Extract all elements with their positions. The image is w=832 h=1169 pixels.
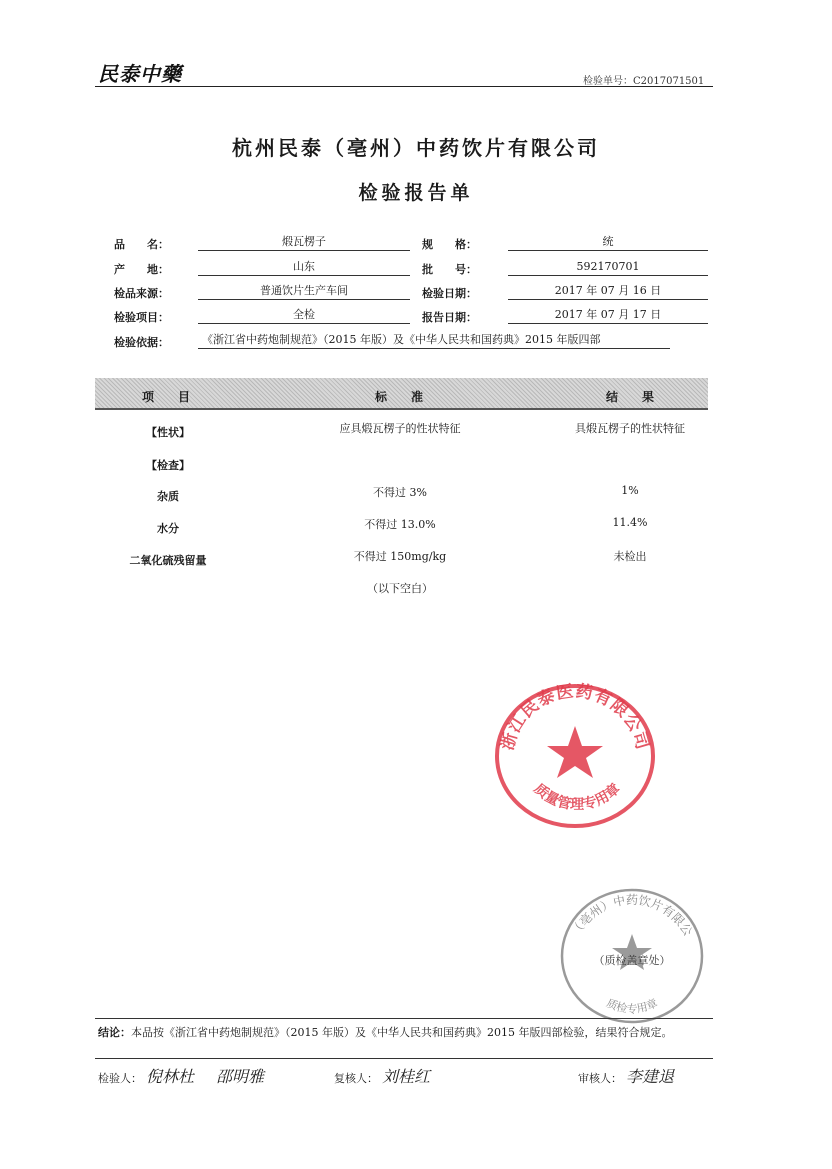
table-row-item: 【性状】 [146, 426, 190, 439]
svg-text:（亳州）中药饮片有限公 [569, 892, 695, 938]
company-logo: 民泰中藥 [98, 62, 182, 86]
qc-seal-top-text: （亳州）中药饮片有限公 [568, 893, 696, 939]
reviewer-label: 复核人： [334, 1072, 378, 1085]
table-row-standard: 应具煅瓦楞子的性状特征 [339, 422, 461, 435]
signature-divider [95, 1058, 713, 1059]
quality-seal [490, 678, 660, 828]
report-date-label: 报告日期： [422, 311, 477, 324]
basis-value: 《浙江省中药炮制规范》（2015 年版）及《中华人民共和国药典》2015 年版四部 [198, 332, 670, 349]
conclusion-label: 结论： [98, 1026, 131, 1039]
table-row-item: 【检查】 [146, 459, 190, 472]
inspector-label: 检验人： [98, 1072, 142, 1085]
company-name: 杭州民泰（亳州）中药饮片有限公司 [232, 136, 600, 160]
test-date-value: 2017 年 07 月 16 日 [508, 283, 708, 300]
table-row-result: 具煅瓦楞子的性状特征 [575, 422, 685, 435]
batch-value: 592170701 [508, 259, 708, 276]
source-value: 普通饮片生产车间 [198, 283, 410, 300]
svg-text:质量管理专用章 [531, 780, 624, 813]
spec-label: 规 格： [422, 238, 477, 251]
project-value: 全检 [198, 307, 410, 324]
spec-value: 统 [508, 234, 708, 251]
report-date-value: 2017 年 07 月 17 日 [508, 307, 708, 324]
report-number: 检验单号：C2017071501 [583, 76, 705, 87]
approver-signature: 李建退 [626, 1067, 675, 1086]
conclusion-divider [95, 1018, 713, 1019]
test-date-label: 检验日期： [422, 287, 477, 300]
table-row-standard: 不得过 3% [373, 486, 427, 499]
conclusion-text: 本品按《浙江省中药炮制规范》（2015 年版）及《中华人民共和国药典》2015 年版四部检验，结果符合规定。 [131, 1026, 673, 1039]
document-title: 检验报告单 [358, 182, 474, 204]
column-result: 结 果 [606, 390, 655, 404]
seal-top-text: 浙江民泰医药有限公司 [497, 681, 653, 753]
svg-text:质检专用章 [604, 996, 659, 1016]
table-row-item: 杂质 [157, 490, 179, 503]
table-row-result: 11.4% [612, 516, 648, 529]
star-icon [547, 726, 603, 778]
table-row-item: 水分 [157, 522, 179, 535]
qc-seal-bottom-text: 质检专用章 [604, 996, 660, 1016]
qc-seal-center-text: （质检盖章处） [593, 954, 671, 967]
table-row-standard: 不得过 150mg/kg [353, 550, 447, 563]
blank-note: （以下空白） [367, 582, 433, 595]
conclusion [98, 1026, 718, 1040]
basis-label: 检验依据： [114, 336, 169, 349]
table-row-item: 二氧化硫残留量 [129, 554, 207, 567]
table-row-standard: 不得过 13.0% [364, 518, 436, 531]
column-item: 项 目 [142, 390, 191, 404]
reviewer-signature: 刘桂红 [382, 1067, 431, 1086]
header-divider [95, 86, 713, 87]
table-row-result: 未检出 [613, 550, 647, 563]
column-standard: 标 准 [375, 390, 424, 404]
origin-label: 产 地： [114, 263, 169, 276]
project-label: 检验项目： [114, 311, 169, 324]
table-row-result: 1% [621, 484, 639, 497]
inspector-signature: 倪林杜 [146, 1067, 195, 1086]
qc-seal [558, 884, 706, 1026]
approver-label: 审核人： [578, 1072, 622, 1085]
source-label: 检品来源： [114, 287, 169, 300]
origin-value: 山东 [198, 259, 410, 276]
inspector-signature-2: 邵明雅 [216, 1067, 265, 1086]
name-value: 煅瓦楞子 [198, 234, 410, 251]
batch-label: 批 号： [422, 263, 477, 276]
seal-bottom-text: 质量管理专用章 [530, 780, 624, 814]
name-label: 品 名： [114, 238, 169, 251]
